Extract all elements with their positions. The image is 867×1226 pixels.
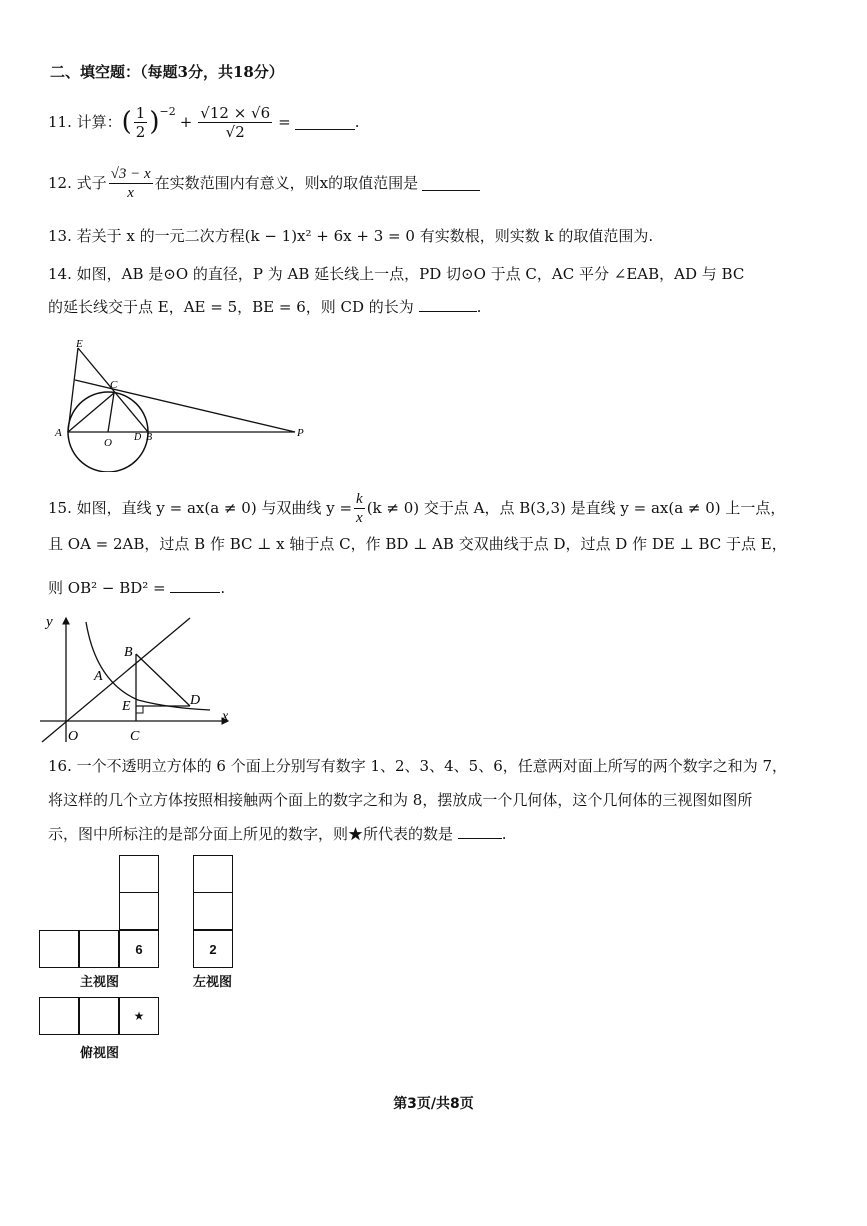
q11-root-num: √12 × √6 bbox=[200, 103, 271, 122]
left-cell-number: 2 bbox=[193, 930, 233, 968]
q14-label-c: C bbox=[110, 379, 118, 391]
q14-line2-text: 的延长线交于点 E，AE = 5，BE = 6，则 CD 的长为 bbox=[48, 298, 414, 316]
q14-label-b: B bbox=[146, 432, 153, 443]
question-15-line1 bbox=[48, 488, 785, 528]
front-cell-center bbox=[79, 930, 119, 968]
section-title: 二、填空题：（每题3分，共18分） bbox=[50, 63, 284, 81]
q14-label-e: E bbox=[76, 338, 83, 350]
q14-line-oc bbox=[108, 393, 114, 432]
q14-label-d: D bbox=[134, 432, 142, 443]
q11-frac-den: 2 bbox=[135, 122, 146, 141]
q15-line1a: 15. 如图，直线 y = ax(a ≠ 0) 与双曲线 y = bbox=[48, 499, 353, 517]
question-12 bbox=[48, 160, 480, 206]
question-15-line3: 则 OB² − BD² = . bbox=[48, 579, 226, 597]
q16-answer-blank bbox=[458, 824, 502, 839]
left-cell-top bbox=[193, 855, 233, 893]
q11-root-den: √2 bbox=[225, 122, 245, 141]
question-16-line1: 16. 一个不透明立方体的 6 个面上分别写有数字 1、2、3、4、5、6，任意两对面上所写的两个数字之和为 7， bbox=[48, 757, 788, 775]
question-13: 13. 若关于 x 的一元二次方程(k − 1)x² + 6x + 3 = 0 有实数根，则实数 k 的取值范围为. bbox=[48, 227, 654, 245]
q16-line3-text: 示，图中所标注的是部分面上所见的数字，则★所代表的数是 bbox=[48, 825, 454, 843]
q15-frac-num: k bbox=[356, 490, 363, 507]
question-11: 11. 计算： ( $\frac{1}{2}$ ) $^{-2}$ + $\frac{√12 \times √6}{√2}$ = . bbox=[48, 103, 360, 141]
q15-label-a: A bbox=[94, 669, 103, 684]
q12-fraction bbox=[109, 165, 153, 202]
front-view-caption: 主视图 bbox=[80, 975, 120, 990]
top-cell-center bbox=[79, 997, 119, 1035]
q12-frac-num: √3 − x bbox=[110, 165, 151, 182]
q12-text: 在实数范围内有意义，则x的取值范围是 bbox=[154, 174, 419, 192]
page-footer: 第3页/共8页 bbox=[393, 1096, 474, 1112]
q15-line1b: (k ≠ 0) 交于点 A，点 B(3,3) 是直线 y = ax(a ≠ 0) 上一点， bbox=[366, 499, 786, 517]
q15-line-bd bbox=[136, 654, 190, 706]
q15-line3-text: 则 OB² − BD² = bbox=[48, 579, 166, 597]
q14-line-ae bbox=[68, 348, 78, 432]
question-14-line1: 14. 如图，AB 是⊙O 的直径，P 为 AB 延长线上一点，PD 切⊙O 于点 C，AC 平分 ∠EAB，AD 与 BC bbox=[48, 265, 745, 283]
question-16-line2: 将这样的几个立方体按照相接触两个面上的数字之和为 8，摆放成一个几何体，这个几何体的三视图如图所 bbox=[48, 791, 753, 809]
q15-label-y: y bbox=[46, 614, 53, 630]
q11-answer-blank bbox=[295, 115, 355, 130]
q11-plus: + bbox=[179, 113, 193, 131]
q15-figure bbox=[38, 612, 248, 744]
q11-equals: = bbox=[278, 113, 291, 131]
q15-label-e: E bbox=[122, 699, 131, 714]
q11-fraction bbox=[134, 104, 148, 141]
q15-label-o: O bbox=[68, 729, 79, 744]
q15-line-y-ax bbox=[42, 618, 190, 742]
front-cell-mid bbox=[119, 892, 159, 930]
left-cell-mid bbox=[193, 892, 233, 930]
q11-frac-num: 1 bbox=[135, 103, 146, 122]
q14-figure bbox=[50, 336, 310, 472]
q15-label-x: x bbox=[222, 709, 229, 724]
q14-label-p: P bbox=[297, 427, 304, 439]
q15-answer-blank bbox=[170, 578, 220, 593]
q11-paren-open: ( bbox=[121, 107, 132, 137]
q11-paren-close: ) bbox=[149, 107, 160, 137]
q15-fraction bbox=[354, 490, 365, 527]
q11-exponent: −2 bbox=[159, 105, 176, 118]
q15-label-b: B bbox=[124, 645, 133, 660]
q14-label-o: O bbox=[104, 437, 112, 449]
left-view-caption: 左视图 bbox=[193, 975, 233, 990]
q15-label-c: C bbox=[130, 729, 140, 744]
q12-frac-den: x bbox=[127, 184, 134, 201]
front-cell-top bbox=[119, 855, 159, 893]
question-15-line2: 且 OA = 2AB，过点 B 作 BC ⊥ x 轴于点 C，作 BD ⊥ AB 交双曲线于点 D，过点 D 作 DE ⊥ BC 于点 E， bbox=[48, 535, 787, 553]
question-14-line2: 的延长线交于点 E，AE = 5，BE = 6，则 CD 的长为 . bbox=[48, 298, 482, 316]
front-cell-left bbox=[39, 930, 79, 968]
q14-label-a: A bbox=[55, 427, 62, 439]
q11-root-fraction bbox=[198, 104, 272, 141]
front-cell-number: 6 bbox=[119, 930, 159, 968]
q14-line-ac bbox=[68, 393, 114, 432]
top-cell-star: ★ bbox=[119, 997, 159, 1035]
q11-number: 11. 计算： bbox=[48, 113, 122, 131]
q14-answer-blank bbox=[419, 297, 477, 312]
q12-answer-blank bbox=[422, 176, 480, 191]
q15-label-d: D bbox=[190, 693, 201, 708]
question-16-line3: 示，图中所标注的是部分面上所见的数字，则★所代表的数是 . bbox=[48, 825, 507, 843]
q12-number: 12. 式子 bbox=[48, 174, 107, 192]
q15-frac-den: x bbox=[356, 509, 363, 526]
q15-right-angle-mark bbox=[136, 706, 143, 713]
top-view-caption: 俯视图 bbox=[80, 1046, 120, 1061]
top-cell-left bbox=[39, 997, 79, 1035]
q13-text: 13. 若关于 x 的一元二次方程(k − 1)x² + 6x + 3 = 0 有实数根，则实数 k 的取值范围为 bbox=[48, 227, 649, 245]
q14-tangent-pd bbox=[75, 380, 295, 432]
